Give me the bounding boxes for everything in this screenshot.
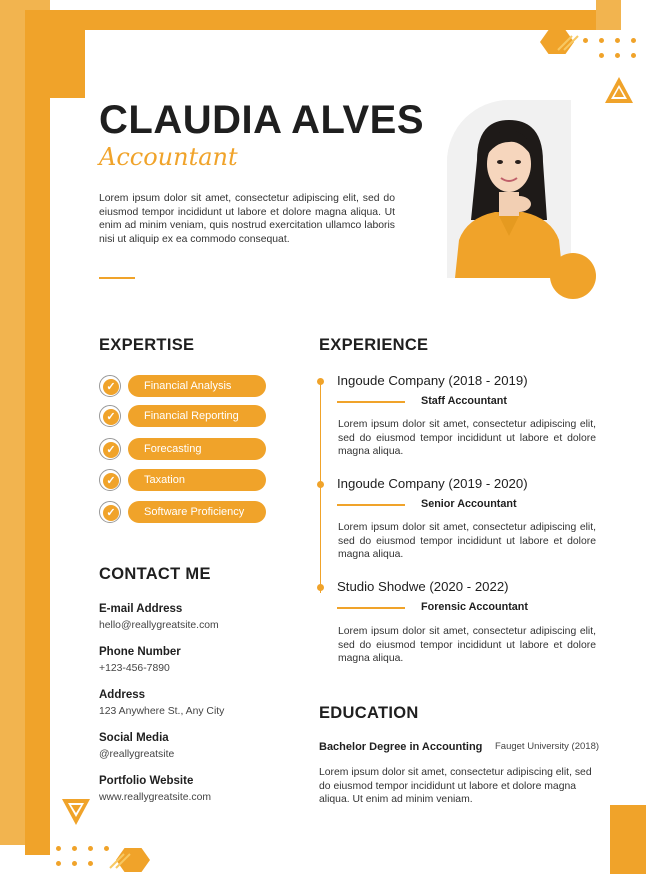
skill-label: Taxation [128,469,266,491]
dot-decoration [56,861,61,866]
address-label: Address [99,689,146,701]
address-value: 123 Anywhere St., Any City [99,706,225,717]
portfolio-label: Portfolio Website [99,775,194,787]
dot-decoration [631,38,636,43]
frame-top-corner [596,0,621,30]
skill-label: Forecasting [128,438,266,460]
dot-decoration [599,38,604,43]
triangle-down-icon [60,797,92,832]
stripes-decoration [556,34,580,57]
candidate-name: CLAUDIA ALVES [99,98,425,142]
check-icon: ✓ [99,438,121,460]
skill-item [99,501,269,523]
triangle-up-icon [603,75,635,110]
timeline-line [320,383,321,593]
bottom-right-block [610,805,646,874]
skill-item [99,405,269,427]
education-description: Lorem ipsum dolor sit amet, consectetur adipiscing elit, sed do eiusmod tempor incididunt ut labore et dolore magna aliqua. Ut enim ad minim veniam. [319,767,592,806]
dot-decoration [72,846,77,851]
divider-line [99,277,135,279]
phone-label: Phone Number [99,646,181,658]
skill-item [99,375,269,397]
corner-block [50,30,85,98]
education-school: Fauget University (2018) [495,741,600,752]
timeline-dot [317,378,324,385]
experience-title: EXPERIENCE [319,336,429,354]
job-company: Ingoude Company (2018 - 2019) [337,373,528,388]
skill-item [99,438,269,460]
dot-decoration [615,38,620,43]
social-label: Social Media [99,732,169,744]
circle-decoration [550,253,596,299]
role-divider [337,504,405,506]
education-degree: Bachelor Degree in Accounting [319,741,483,753]
stripes-decoration [108,852,132,875]
portfolio-value[interactable]: www.reallygreatsite.com [99,792,212,803]
role-divider [337,607,405,609]
dot-decoration [88,846,93,851]
job-role: Senior Accountant [421,498,517,510]
check-icon: ✓ [99,501,121,523]
profile-photo [447,100,571,278]
expertise-title: EXPERTISE [99,336,195,354]
job-role: Forensic Accountant [421,601,528,613]
check-icon: ✓ [99,375,121,397]
dot-decoration [72,861,77,866]
frame-left-inner [25,10,50,855]
job-description: Lorem ipsum dolor sit amet, consectetur adipiscing elit, sed do eiusmod tempor incididunt ut labore et dolore magna aliqua. [338,522,596,561]
job-company: Ingoude Company (2019 - 2020) [337,476,528,491]
check-icon: ✓ [99,405,121,427]
dot-decoration [631,53,636,58]
skill-label: Financial Reporting [128,405,266,427]
timeline-dot [317,481,324,488]
education-title: EDUCATION [319,704,419,722]
job-description: Lorem ipsum dolor sit amet, consectetur adipiscing elit, sed do eiusmod tempor incididunt ut labore et dolore magna aliqua. [338,419,596,458]
job-description: Lorem ipsum dolor sit amet, consectetur adipiscing elit, sed do eiusmod tempor incididunt ut labore et dolore magna aliqua. [338,626,596,665]
skill-label: Software Proficiency [128,501,266,523]
skill-item [99,469,269,491]
phone-value: +123-456-7890 [99,663,170,674]
timeline-dot [317,584,324,591]
check-icon: ✓ [99,469,121,491]
dot-decoration [599,53,604,58]
dot-decoration [56,846,61,851]
dot-decoration [88,861,93,866]
dot-decoration [104,846,109,851]
frame-top [25,10,620,30]
job-role-title: Accountant [99,143,238,171]
dot-decoration [615,53,620,58]
job-company: Studio Shodwe (2020 - 2022) [337,579,509,594]
email-value[interactable]: hello@reallygreatsite.com [99,620,219,631]
job-role: Staff Accountant [421,395,507,407]
skill-label: Financial Analysis [128,375,266,397]
intro-paragraph: Lorem ipsum dolor sit amet, consectetur adipiscing elit, sed do eiusmod tempor incididunt ut labore et dolore magna aliqua. Ut enim ad minim veniam, quis nostrud exercitation ullamco laboris nisi ut aliquip ex ea commodo consequat. [99,193,395,245]
email-label: E-mail Address [99,603,183,615]
role-divider [337,401,405,403]
dot-decoration [583,38,588,43]
social-value: @reallygreatsite [99,749,175,760]
contact-title: CONTACT ME [99,565,211,583]
